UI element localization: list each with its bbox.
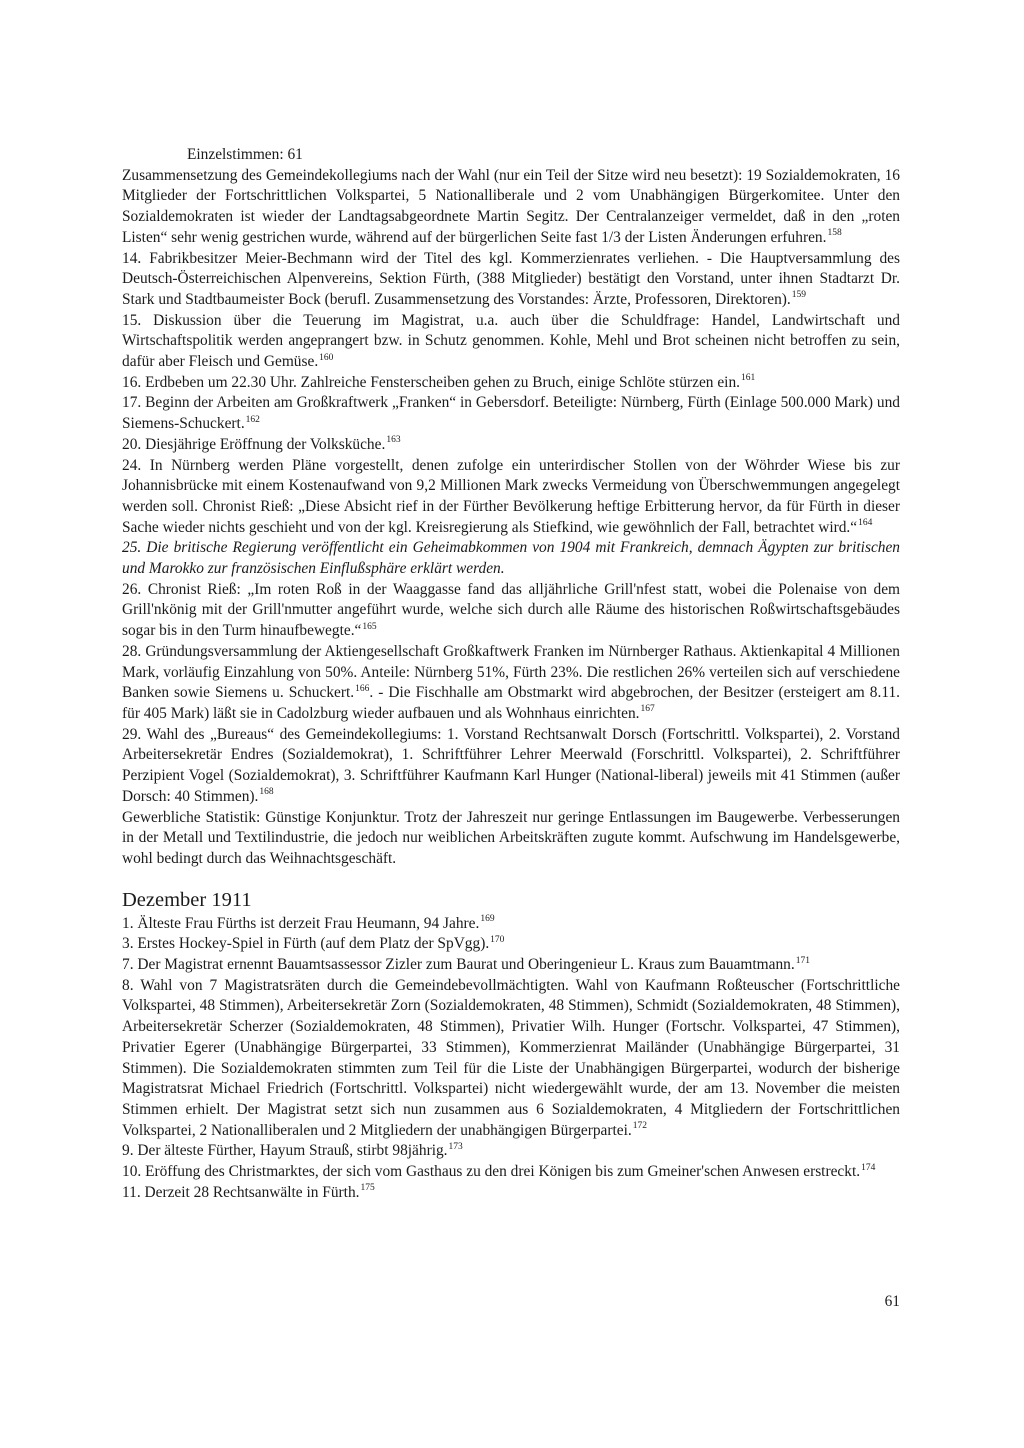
text-run: 29. Wahl des „Bureaus“ des Gemeindekollegiums: 1. Vorstand Rechtsanwalt Dorsch (Fortschrittl. Volkspartei), 2. Vorstand Arbeitersekretär Endres (Sozialdemokrat), 1. Schriftführer Lehrer Meerwald (Forschrittl. Volkspartei), 2. Schriftführer Perzipient Vogel (Sozialdemokrat), 3. Schriftführer Kaufmann Karl Hunger (National-liberal) jeweils mit 41 Stimmen (außer Dorsch: 40 Stimmen). — [122, 725, 900, 805]
text-run: Einzelstimmen: 61 — [187, 146, 303, 163]
text-run: 16. Erdbeben um 22.30 Uhr. Zahlreiche Fensterscheiben gehen zu Bruch, einige Schlöte stürzen ein. — [122, 373, 740, 391]
paragraph — [122, 1183, 900, 1204]
footnote-reference: 163 — [386, 435, 401, 446]
paragraph — [122, 580, 900, 642]
text-run: 8. Wahl von 7 Magistratsräten durch die Gemeindebevollmächtigten. Wahl von Kaufmann Roßteuscher (Fortschrittliche Volkspartei, 48 Stimmen), Arbeitersekretär Zorn (Sozialdemokraten, 48 Stimmen), Schmidt (Sozialdemokraten, 48 Stimmen), Arbeitersekretär Scherzer (Sozialdemokraten, 48 Stimmen), Privatier Wilh. Hunger (Fortschr. Volkspartei, 47 Stimmen), Privatier Egerer (Unabhängige Bürgerpartei, 33 Stimmen), Kommerzienrat Mailänder (Unabhängige Bürgerpartei, 31 Stimmen). Die Sozialdemokraten stimmten zum Teil für die Liste der Unabhängigen Bürgerpartei, wodurch der bisherige Magistratsrat Michael Friedrich (Fortschrittl. Volkspartei) nicht wiedergewählt wurde, der am 13. November die meisten Stimmen erhielt. Der Magistrat setzt sich nun zusammen aus 6 Sozialdemokraten, 4 Mitgliedern der Fortschrittlichen Volkspartei, 2 Nationalliberalen und 2 Mitgliedern der unabhängigen Bürgerpartei. — [122, 976, 900, 1139]
paragraph — [122, 456, 900, 539]
text-run: 1. Älteste Frau Fürths ist derzeit Frau Heumann, 94 Jahre. — [122, 914, 480, 932]
paragraph — [122, 1141, 900, 1162]
paragraph — [122, 166, 900, 249]
footnote-reference: 160 — [319, 352, 334, 363]
paragraph — [122, 976, 900, 1142]
paragraph — [122, 249, 900, 311]
text-run: 3. Erstes Hockey-Spiel in Fürth (auf dem Platz der SpVgg). — [122, 935, 490, 953]
paragraph — [122, 955, 900, 976]
footnote-reference: 165 — [362, 621, 377, 632]
footnote-reference: 158 — [827, 228, 842, 239]
paragraph — [122, 725, 900, 808]
paragraph — [122, 914, 900, 935]
footnote-reference: 164 — [858, 518, 873, 529]
paragraph — [122, 1162, 900, 1183]
footnote-reference: 170 — [490, 934, 505, 945]
text-run: 28. Gründungsversammlung der Aktiengesellschaft Großkaftwerk Franken im Nürnberger Rathaus. Aktienkapital 4 Millionen Mark, vorläufig Einzahlung von 50%. Anteile: Nürnberg 51%, Fürth 23%. Die restlichen 26% verteilen sich auf verschiedene Banken sowie Siemens u. Schuckert. — [122, 642, 900, 702]
text-run: 11. Derzeit 28 Rechtsanwälte in Fürth. — [122, 1183, 360, 1201]
footnote-reference: 159 — [791, 290, 807, 301]
footnote-reference: 162 — [245, 414, 260, 425]
document-text — [122, 145, 900, 1203]
paragraph — [122, 934, 900, 955]
footnote-reference: 171 — [795, 955, 810, 966]
text-run: 10. Eröffung des Christmarktes, der sich vom Gasthaus zu den drei Königen bis zum Gmeiner'schen Anwesen erstreckt. — [122, 1163, 861, 1181]
footnote-reference: 166 — [355, 683, 370, 694]
text-run: Zusammensetzung des Gemeindekollegiums nach der Wahl (nur ein Teil der Sitze wird neu besetzt): 19 Sozialdemokraten, 16 Mitglieder der Fortschrittlichen Volkspartei, 5 Nationalliberale und 2 vom Unabhängigen Bürgerkomitee. Unter den Sozialdemokraten ist wieder der Landtagsabgeordnete Martin Segitz. Der Centralanzeiger vermeldet, daß in den „roten Listen“ sehr wenig gestrichen wurde, während auf der bürgerlichen Seite fast 1/3 der Listen Änderungen erfuhren. — [122, 166, 900, 246]
text-run: 7. Der Magistrat ernennt Bauamtsassessor Zizler zum Baurat und Oberingenieur L. Kraus zum Bauamtmann. — [122, 956, 795, 974]
footnote-reference: 169 — [480, 914, 495, 925]
text-run: 25. Die britische Regierung veröffentlicht ein Geheimabkommen von 1904 mit Frankreich, demnach Ägypten zur britischen und Marokko zur französischen Einflußsphäre erklärt werden. — [122, 539, 900, 578]
footnote-reference: 174 — [861, 1162, 876, 1173]
paragraph — [122, 642, 900, 725]
text-run: 26. Chronist Rieß: „Im roten Roß in der Waaggasse fand das alljährliche Grill'nfest statt, wobei die Polenaise von dem Grill'nkönig mit der Grill'nmutter angeführt wurde, welche sich durch alle Räume des historischen Roßwirtschaftsgebäudes sogar bis in den Turm hinaufbewegte.“ — [122, 580, 900, 640]
text-run: 24. In Nürnberg werden Pläne vorgestellt, denen zufolge ein unterirdischer Stollen von der Wöhrder Wiese bis zur Johannisbrücke mit einem Kostenaufwand von 9,2 Millionen Mark zwecks Vermeidung von Überschwemmungen angegelegt werden soll. Chronist Rieß: „Diese Absicht rief in der Fürther Bevölkerung heftige Erbitterung hervor, da für Fürth in dieser Sache wieder nichts geschieht und von der kgl. Kreisregierung als Stiefkind, wie gewöhnlich der Fall, betrachtet wird.“ — [122, 456, 900, 536]
paragraph — [122, 373, 900, 394]
paragraph — [122, 145, 900, 166]
text-run: 17. Beginn der Arbeiten am Großkraftwerk „Franken“ in Gebersdorf. Beteiligte: Nürnberg, Fürth (Einlage 500.000 Mark) und Siemens-Schuckert. — [122, 394, 900, 433]
paragraph — [122, 435, 900, 456]
footnote-reference: 167 — [640, 704, 655, 715]
footnote-reference: 172 — [632, 1121, 647, 1132]
text-run: Gewerbliche Statistik: Günstige Konjunktur. Trotz der Jahreszeit nur geringe Entlassungen im Baugewerbe. Verbesserungen in der Metall und Textilindustrie, die jedoch nur weiblichen Arbeitskräften zugute kommt. Aufschwung im Handelsgewerbe, wohl bedingt durch das Weihnachtsgeschäft. — [122, 808, 900, 867]
footnote-reference: 161 — [741, 373, 756, 384]
paragraph — [122, 538, 900, 579]
paragraph — [122, 311, 900, 373]
text-run: 15. Diskussion über die Teuerung im Magistrat, u.a. auch über die Schuldfrage: Handel, Landwirtschaft und Wirtschaftspolitik werden angeprangert bzw. in Schutz genommen. Kohle, Mehl und Brot scheinen nicht betroffen zu sein, dafür aber Fleisch und Gemüse. — [122, 311, 900, 371]
footnote-reference: 168 — [259, 787, 274, 798]
paragraph — [122, 393, 900, 434]
footnote-reference: 173 — [448, 1141, 463, 1152]
footnote-reference: 175 — [360, 1183, 375, 1194]
text-run: . - Die Fischhalle am Obstmarkt wird abgebrochen, der Besitzer (ersteigert am 8.11. für 405 Mark) läßt sie in Cadolzburg wieder aufbauen und als Wohnhaus einrichten. — [122, 684, 900, 722]
section-heading: Dezember 1911 — [122, 888, 252, 911]
paragraph — [122, 808, 900, 870]
page-number: 61 — [884, 1293, 900, 1310]
text-run: 9. Der älteste Fürther, Hayum Strauß, stirbt 98jährig. — [122, 1142, 448, 1160]
text-run: 20. Diesjährige Eröffnung der Volksküche. — [122, 435, 386, 453]
text-run: 14. Fabrikbesitzer Meier-Bechmann wird der Titel des kgl. Kommerzienrates verliehen. - Die Hauptversammlung des Deutsch-Österreichischen Alpenvereins, Sektion Fürth, (388 Mitglieder) bestätigt den Vorstand, unter ihnen Stadtarzt Dr. Stark und Stadtbaumeister Bock (berufl. Zusammensetzung des Vorstandes: Ärzte, Professoren, Direktoren). — [122, 249, 900, 308]
